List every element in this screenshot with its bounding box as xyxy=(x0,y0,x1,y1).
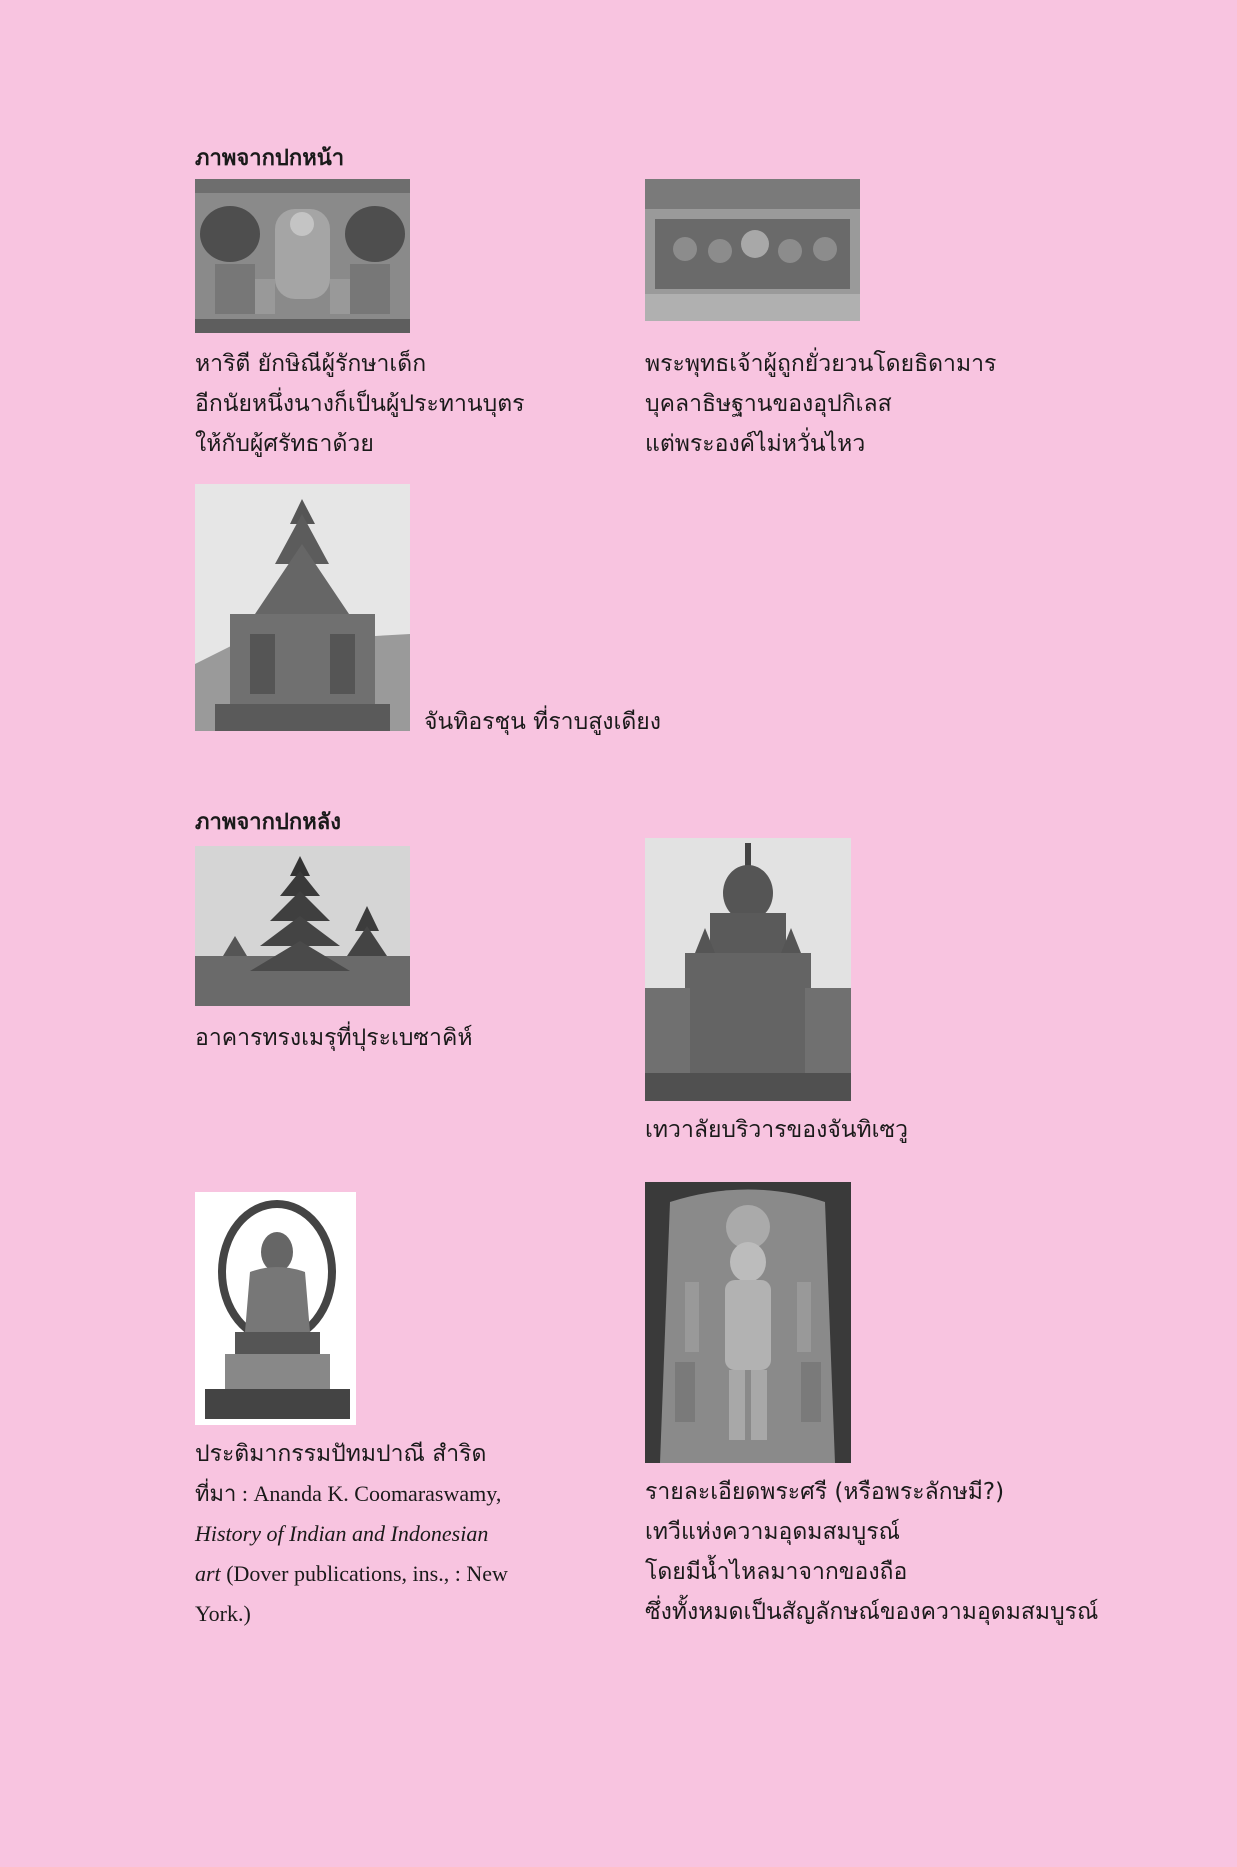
hariti-caption xyxy=(195,344,525,464)
caption-line: รายละเอียดพระศรี (หรือพระลักษมี?) xyxy=(645,1479,1005,1505)
caption-line: พระพุทธเจ้าผู้ถูกยั่วยวนโดยธิดามาร xyxy=(645,351,997,377)
caption-line: เทวีแห่งความอุดมสมบูรณ์ xyxy=(645,1519,900,1545)
front-cover-heading: ภาพจากปกหน้า xyxy=(195,146,345,171)
source-title: art xyxy=(195,1561,221,1586)
candi-arjuna-photo xyxy=(195,484,410,731)
padmapani-bronze-photo xyxy=(195,1192,356,1425)
hariti-relief-photo xyxy=(195,179,410,333)
source-line xyxy=(195,1554,508,1594)
caption-line: แต่พระองค์ไม่หวั่นไหว xyxy=(645,431,866,457)
caption-line: บุคลาธิษฐานของอุปกิเลส xyxy=(645,391,892,417)
padmapani-caption xyxy=(195,1434,508,1634)
source-line xyxy=(195,1514,508,1554)
buddha-temptation-relief-photo xyxy=(645,179,860,321)
sri-lakshmi-caption xyxy=(645,1472,1098,1632)
meru-pura-besakih-caption: อาคารทรงเมรุที่ปุระเบซาคิห์ xyxy=(195,1025,473,1051)
source-line: York.) xyxy=(195,1601,251,1626)
caption-line: หาริตี ยักษิณีผู้รักษาเด็ก xyxy=(195,351,427,377)
buddha-temptation-caption xyxy=(645,344,996,464)
caption-line: ให้กับผู้ศรัทธาด้วย xyxy=(195,431,374,457)
sri-lakshmi-relief-photo xyxy=(645,1182,851,1463)
source-title: History of Indian and Indonesian xyxy=(195,1521,489,1546)
source-line: ที่มา : Ananda K. Coomaraswamy, xyxy=(195,1481,502,1506)
caption-line: ประติมากรรมปัทมปาณี สำริด xyxy=(195,1441,487,1467)
caption-line: ซึ่งทั้งหมดเป็นสัญลักษณ์ของความอุดมสมบูรณ์ xyxy=(645,1599,1099,1625)
source-publisher: (Dover publications, ins., : New xyxy=(220,1561,508,1586)
candi-sewu-perwara-photo xyxy=(645,838,851,1101)
back-cover-heading: ภาพจากปกหลัง xyxy=(195,810,341,835)
candi-sewu-perwara-caption: เทวาลัยบริวารของจันทิเซวู xyxy=(645,1117,909,1143)
caption-line: โดยมีน้ำไหลมาจากของถือ xyxy=(645,1559,908,1585)
meru-pura-besakih-photo xyxy=(195,846,410,1006)
candi-arjuna-caption: จันทิอรชุน ที่ราบสูงเดียง xyxy=(424,709,661,735)
caption-line: อีกนัยหนึ่งนางก็เป็นผู้ประทานบุตร xyxy=(195,391,525,417)
